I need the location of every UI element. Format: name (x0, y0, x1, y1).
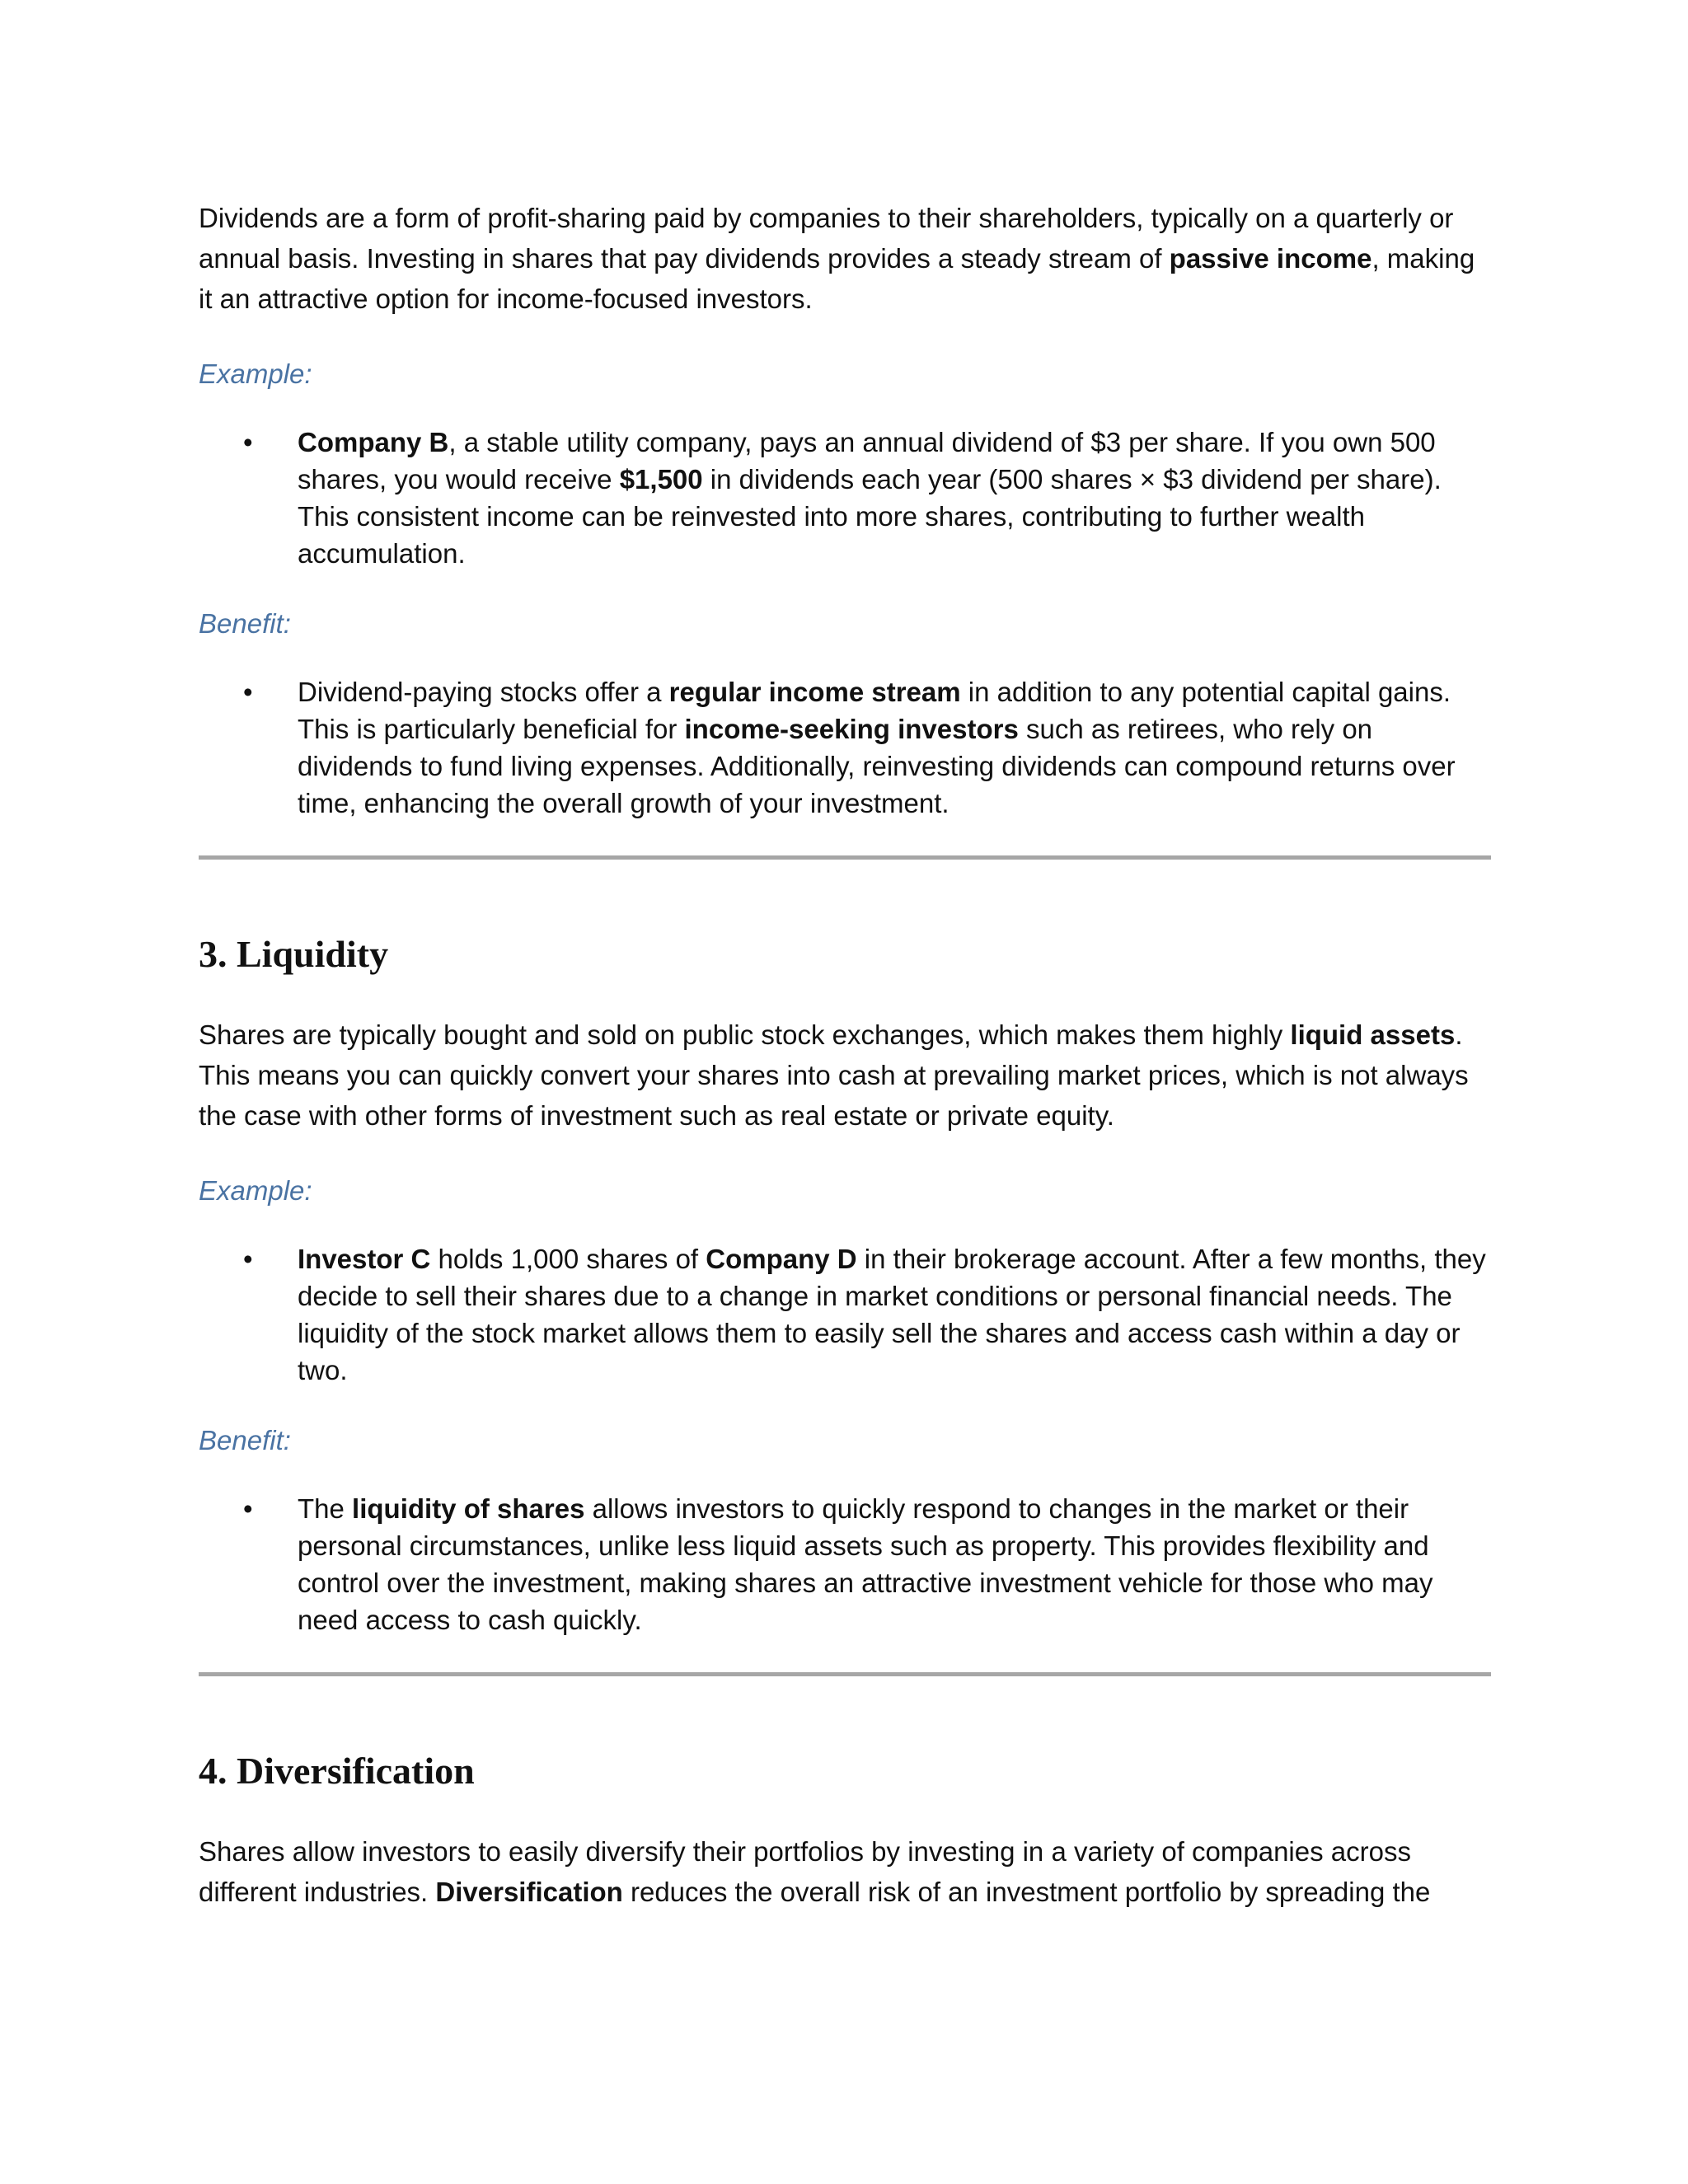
document-page (199, 198, 1491, 1912)
section-divider (199, 1672, 1491, 1676)
section-divider (199, 855, 1491, 860)
list-item: • The liquidity of shares allows investors to quickly respond to changes in the market or their personal circumstances, unlike less liquid assets such as property. This provides flexibility and control over the investment, making shares an attractive investment vehicle for those who may need access to cash quickly. (199, 1490, 1491, 1638)
dividends-example-label: Example: (199, 359, 312, 389)
liquidity-example-list (199, 1240, 1491, 1389)
bullet-icon: • (243, 427, 253, 457)
diversification-paragraph: Shares allow investors to easily diversify their portfolios by investing in a variety of companies across different industries. Diversification reduces the overall risk of an investment portfolio by spreading the (199, 1836, 1431, 1907)
liquidity-example-label: Example: (199, 1175, 312, 1206)
bullet-icon: • (243, 1244, 253, 1274)
liquidity-benefit-list (199, 1490, 1491, 1638)
liquidity-benefit-label: Benefit: (199, 1425, 291, 1455)
list-item: • Dividend-paying stocks offer a regular income stream in addition to any potential capital gains. This is particularly beneficial for income-seeking investors such as retirees, who rely on dividends to fund living expenses. Additionally, reinvesting dividends can compound returns over time, enhancing the overall growth of your investment. (199, 673, 1491, 822)
section-heading-diversification: 4. Diversification (199, 1750, 475, 1792)
dividends-example-list (199, 424, 1491, 572)
list-item: • Investor C holds 1,000 shares of Company D in their brokerage account. After a few months, they decide to sell their shares due to a change in market conditions or personal financial needs. The liquidity of the stock market allows them to easily sell the shares and access cash within a day or two. (199, 1240, 1491, 1389)
dividends-benefit-label: Benefit: (199, 608, 291, 639)
bullet-icon: • (243, 1493, 253, 1524)
section-heading-liquidity: 3. Liquidity (199, 933, 389, 975)
liquidity-paragraph: Shares are typically bought and sold on public stock exchanges, which makes them highly liquid assets. This means you can quickly convert your shares into cash at prevailing market prices, which is not always the case with other forms of investment such as real estate or private equity. (199, 1019, 1469, 1131)
dividends-intro-paragraph: Dividends are a form of profit-sharing paid by companies to their shareholders, typically on a quarterly or annual basis. Investing in shares that pay dividends provides a steady stream of passive income, making it an attractive option for income-focused investors. (199, 203, 1475, 314)
list-item: • Company B, a stable utility company, pays an annual dividend of $3 per share. If you own 500 shares, you would receive $1,500 in dividends each year (500 shares × $3 dividend per share). This consistent income can be reinvested into more shares, contributing to further wealth accumulation. (199, 424, 1491, 572)
dividends-benefit-list (199, 673, 1491, 822)
bullet-icon: • (243, 677, 253, 707)
